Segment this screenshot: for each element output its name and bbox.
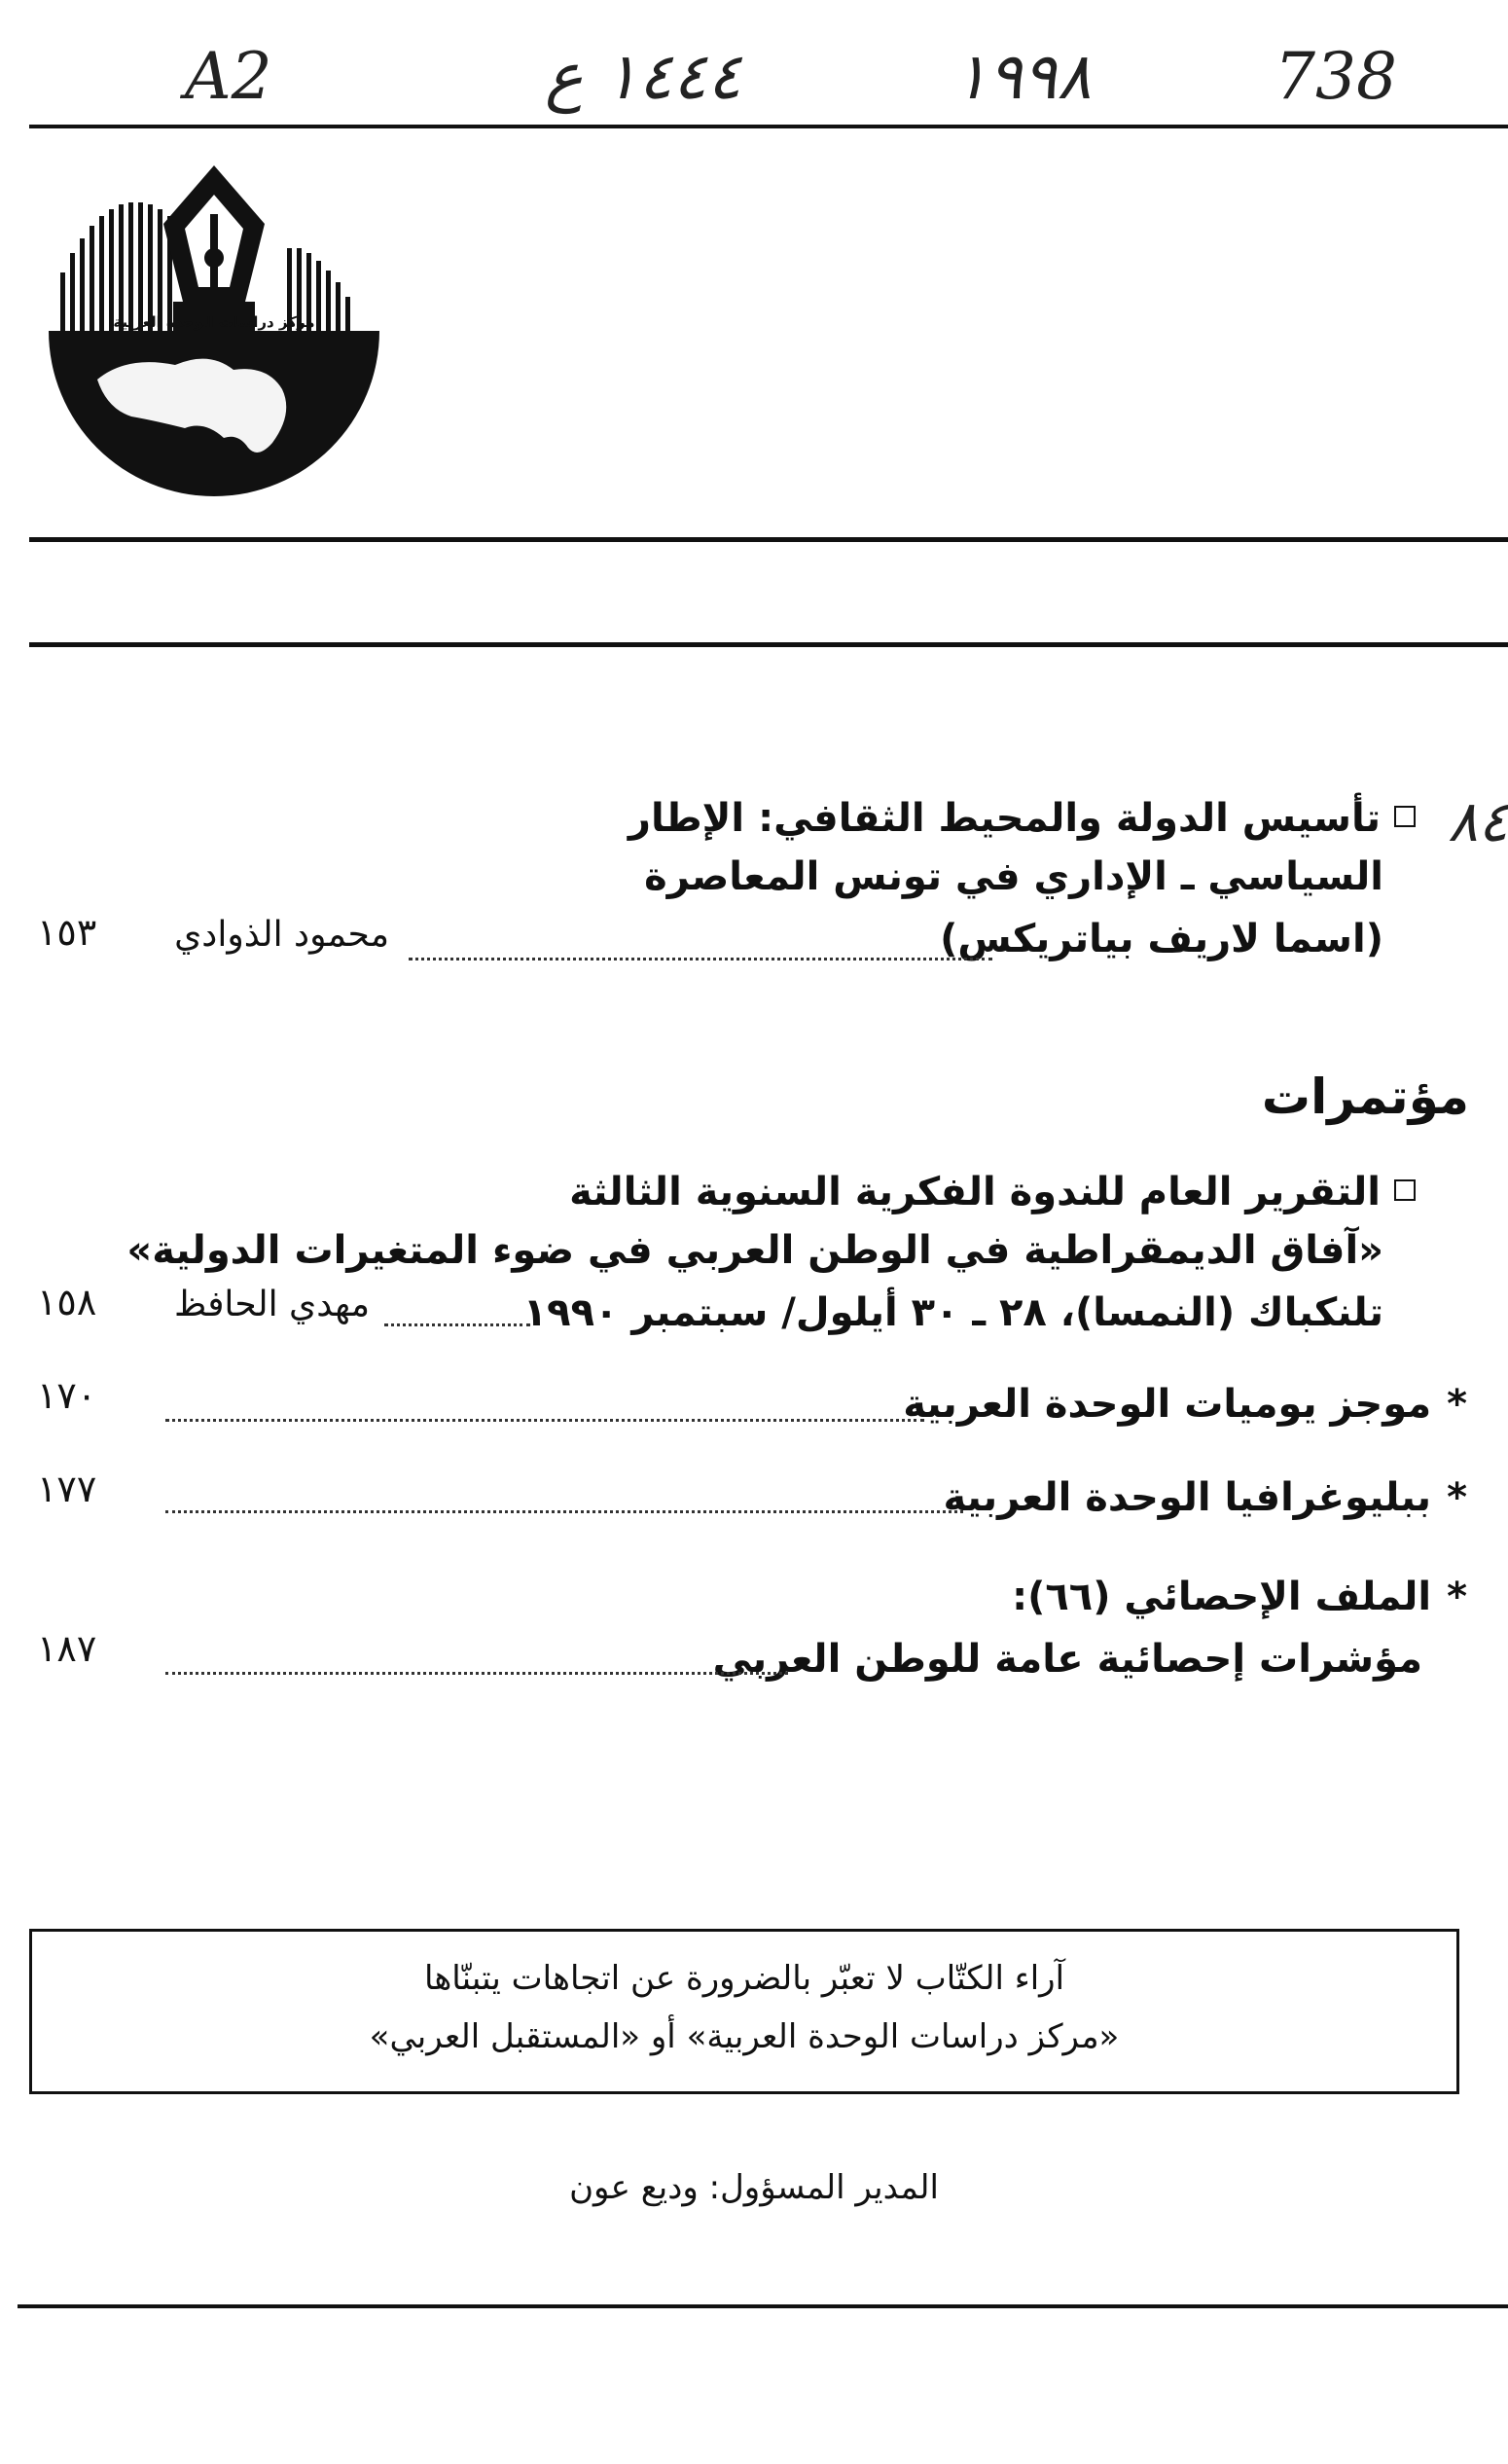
statistics-page-number: ١٨٧ [37,1627,97,1670]
top-rule [29,125,1508,128]
disclaimer-line1: آراء الكتّاب لا تعبّر بالضرورة عن اتجاهات يتبنّاها [423,1959,1065,1998]
handwritten-issue-number: ١٤٤٤ ع [545,39,742,114]
square-bullet-icon [1394,806,1416,827]
conference-title-line3: تلنكباك (النمسا)، ٢٨ ـ ٣٠ أيلول/ سبتمبر ١٩٩٠ [522,1290,1383,1335]
star-bullet: * [1447,1475,1467,1520]
leader-dots [409,958,992,960]
disclaimer-line2: «مركز دراسات الوحدة العربية» أو «المستقبل العربي» [369,2017,1120,2056]
leader-dots [384,1323,530,1326]
square-bullet-icon [1394,1179,1416,1201]
section-heading: مؤتمرات [1261,1069,1469,1125]
star-bullet: * [1447,1575,1467,1619]
article1-title-line1: تأسيس الدولة والمحيط الثقافي: الإطار [628,796,1416,841]
conference-page-number: ١٥٨ [37,1281,97,1323]
article1-title-line3: (اسما لاريف بياتريكس) [940,917,1383,961]
star-bullet: * [1447,1382,1467,1427]
leader-dots [165,1672,788,1675]
conference-title-line1: التقرير العام للندوة الفكرية السنوية الثالثة [569,1170,1416,1214]
article1-title-line2: السياسي ـ الإداري في تونس المعاصرة [644,854,1383,899]
disclaimer-box [29,1929,1459,2094]
pen-nib-and-arab-world-map-logo-icon [39,156,389,506]
handwritten-page-number: 738 [1275,39,1397,114]
handwritten-margin-mark: ٨٤ [1448,788,1508,854]
section-rule [29,642,1508,647]
center-logo [39,156,389,506]
toc-item-diary: *موجز يوميات الوحدة العربية [903,1382,1467,1427]
article1-author: محمود الذوادي [174,915,389,955]
logo-bottom-rule [29,537,1508,542]
logo-caption: مركز دراسات الوحدة العربية [113,313,315,331]
handwritten-year: ١٩٩٨ [953,39,1092,114]
bottom-rule [18,2304,1508,2308]
leader-dots [165,1419,924,1422]
leader-dots [165,1510,963,1513]
editor-line: المدير المسؤول: وديع عون [569,2168,939,2207]
conference-title-line2: «آفاق الديمقراطية في الوطن العربي في ضوء المتغيرات الدولية» [126,1228,1383,1273]
toc-item-statistics-line1: *الملف الإحصائي (٦٦): [1012,1575,1467,1619]
diary-page-number: ١٧٠ [37,1374,97,1417]
toc-item-bibliography: *ببليوغرافيا الوحدة العربية [943,1475,1467,1520]
article1-page-number: ١٥٣ [37,911,97,954]
conference-author: مهدي الحافظ [174,1285,370,1324]
toc-item-statistics-line2: مؤشرات إحصائية عامة للوطن العربي [712,1637,1422,1682]
bibliography-page-number: ١٧٧ [37,1468,97,1510]
handwritten-note-left: A2 [185,39,272,114]
